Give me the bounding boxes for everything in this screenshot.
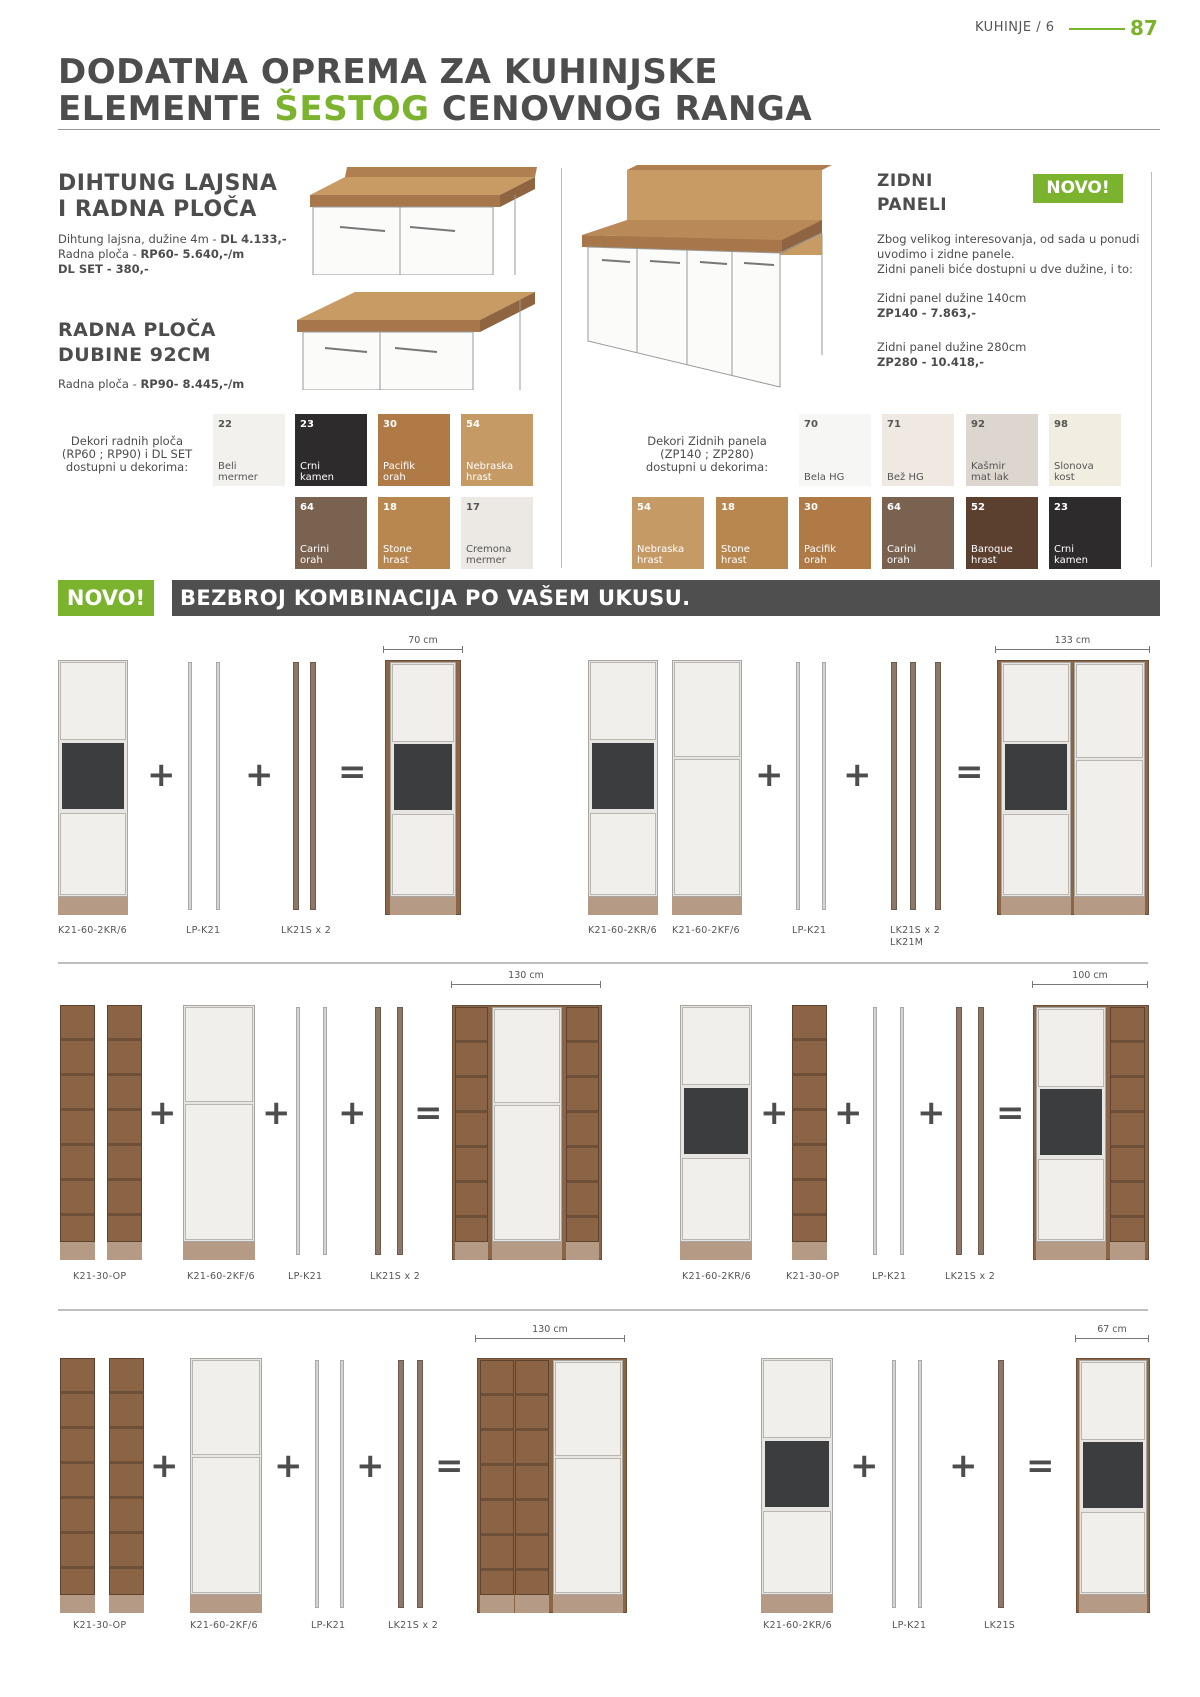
combinations-banner: BEZBROJ KOMBINACIJA PO VAŠEM UKUSU. [172, 580, 1160, 616]
plinth [672, 897, 742, 915]
swatch-name-line1: Carini [300, 544, 330, 555]
label-k21-60-2kr: K21-60-2KR/6 [588, 925, 657, 936]
lk-strip [891, 662, 897, 910]
page-title [58, 54, 812, 128]
swatch-name-line1: Carini [887, 544, 917, 555]
dimension-line [475, 1338, 625, 1339]
swatch-left-64 [295, 497, 367, 569]
swatch-name-line2: hrast [466, 472, 492, 483]
lp-strip [873, 1007, 877, 1255]
swatch-name-line1: Pacifik [804, 544, 837, 555]
decor-left-caption-2: (RP60 ; RP90) i DL SET [61, 447, 193, 461]
swatch-name [383, 461, 415, 483]
novo-badge-top: NOVO! [1033, 174, 1123, 203]
swatch-code: 71 [887, 419, 901, 430]
dimension-label: 130 cm [508, 970, 544, 981]
novo-badge-combos: NOVO! [58, 580, 154, 616]
dihtung-set-price: DL SET - 380,- [58, 262, 149, 276]
swatch-left-17 [461, 497, 533, 569]
upper-door [1003, 664, 1069, 742]
dimension-label: 100 cm [1072, 970, 1108, 981]
decor-right-caption-2: (ZP140 ; ZP280) [660, 447, 754, 461]
cabinet-k21-30-op [60, 1005, 95, 1242]
dimension-label: 133 cm [1054, 635, 1091, 646]
plus-sign: + [917, 1093, 946, 1133]
swatch-code: 30 [383, 419, 397, 430]
zidni-280-price: ZP280 - 10.418,- [877, 355, 985, 369]
zidni-intro-1: Zbog velikog interesovanja, od sada u ponudi [877, 232, 1140, 246]
plus-sign: + [245, 755, 274, 795]
dimension-label: 130 cm [532, 1324, 568, 1335]
result-shelves-right [566, 1007, 599, 1242]
swatch-name [971, 461, 1009, 483]
swatch-name-line1: Cremona [466, 544, 512, 555]
result-shelves-2 [515, 1360, 549, 1595]
lk-strip [935, 662, 941, 910]
row-divider-1 [58, 962, 1148, 964]
label-k21-30-op: K21-30-OP [786, 1271, 840, 1282]
swatch-code: 52 [971, 502, 985, 513]
zidni-heading [877, 169, 947, 217]
upper-door [763, 1360, 831, 1438]
plinth [1079, 1595, 1147, 1613]
plinth [190, 1595, 262, 1613]
wall-panel-illustration [582, 165, 842, 390]
swatch-name-line2: orah [887, 555, 910, 566]
zidni-heading-line2: PANELI [877, 195, 948, 215]
lk-strip [417, 1360, 423, 1608]
label-k21-30-op: K21-30-OP [73, 1620, 127, 1631]
swatch-name-line2: hrast [971, 555, 997, 566]
dihtung-rp60-price: RP60- 5.640,-/m [140, 247, 245, 261]
upper-door [60, 662, 126, 740]
plinth [390, 897, 456, 915]
dihtung-price-rp60 [58, 247, 298, 262]
swatch-right-54 [632, 497, 704, 569]
plinth [1001, 897, 1071, 915]
title-line-2-start: ELEMENTE [58, 89, 275, 129]
label-lk21s: LK21S x 2 [945, 1271, 996, 1282]
label-k21-60-2kr: K21-60-2KR/6 [682, 1271, 751, 1282]
dihtung-heading-line1: DIHTUNG LAJSNA [58, 171, 278, 196]
swatch-left-22 [213, 414, 285, 486]
lower-door [763, 1511, 831, 1593]
swatch-name-line1: Crni [300, 461, 321, 472]
lower-door [674, 759, 740, 895]
deep-worktop-illustration [295, 290, 540, 390]
lower-door [60, 813, 126, 895]
swatch-right-52 [966, 497, 1038, 569]
plinth [480, 1595, 514, 1613]
plinth [792, 1242, 827, 1260]
swatch-name-line2: kamen [1054, 555, 1088, 566]
lk-strip [398, 1360, 404, 1608]
swatch-name [637, 544, 684, 566]
label-lp-k21: LP-K21 [892, 1620, 927, 1631]
label-lk21s: LK21S x 2 [370, 1271, 421, 1282]
upper-door [185, 1007, 253, 1102]
swatch-right-64 [882, 497, 954, 569]
plinth [1110, 1242, 1145, 1260]
title-line-2-end: CENOVNOG RANGA [429, 89, 813, 129]
swatch-name-line2: orah [383, 472, 406, 483]
label-k21-60-2kr: K21-60-2KR/6 [763, 1620, 832, 1631]
swatch-left-18 [378, 497, 450, 569]
plus-sign: + [834, 1093, 863, 1133]
plinth [107, 1242, 142, 1260]
result-shelves [1110, 1007, 1145, 1242]
swatch-name-line2: Bela HG [804, 472, 845, 483]
lk-strip [998, 1360, 1004, 1608]
label-lp-k21: LP-K21 [288, 1271, 323, 1282]
label-k21-60-2kf: K21-60-2KF/6 [187, 1271, 255, 1282]
swatch-name-line1: Pacifik [383, 461, 416, 472]
swatch-name-line1: Kašmir [971, 461, 1006, 472]
swatch-code: 18 [721, 502, 735, 513]
lower-door [1038, 1159, 1104, 1240]
swatch-name [804, 472, 844, 483]
radna-price [58, 377, 244, 392]
lp-strip [900, 1007, 904, 1255]
plus-sign: + [147, 755, 176, 795]
plinth [566, 1242, 599, 1260]
glass-door [592, 743, 654, 809]
dimension-line [995, 649, 1150, 650]
lower-door [392, 814, 454, 895]
dimension-line [1075, 1338, 1149, 1339]
lk-strip [910, 662, 916, 910]
lk-strip [375, 1007, 381, 1255]
lp-strip [296, 1007, 300, 1255]
lp-strip [892, 1360, 896, 1608]
plus-sign: + [150, 1446, 179, 1486]
label-lp-k21: LP-K21 [792, 925, 827, 936]
label-lp-k21: LP-K21 [311, 1620, 346, 1631]
plus-sign: + [148, 1093, 177, 1133]
plinth [761, 1595, 833, 1613]
plus-sign: + [949, 1446, 978, 1486]
label-k21-60-2kr: K21-60-2KR/6 [58, 925, 127, 936]
plus-sign: + [274, 1446, 303, 1486]
dimension-line [451, 984, 601, 985]
swatch-name [804, 544, 836, 566]
equals-sign: = [338, 752, 367, 792]
lp-strip [323, 1007, 327, 1255]
plinth [588, 897, 658, 915]
dihtung-dl-price: DL 4.133,- [220, 232, 287, 246]
upper-door [682, 1007, 750, 1085]
plinth [492, 1242, 562, 1260]
zidni-140 [877, 291, 1026, 321]
upper-door [392, 664, 454, 742]
swatch-name [300, 544, 329, 566]
swatch-name-line2: kamen [300, 472, 334, 483]
swatch-left-23 [295, 414, 367, 486]
plus-sign: + [755, 755, 784, 795]
swatch-name [466, 461, 513, 483]
lk-strip [293, 662, 299, 910]
swatch-right-23 [1049, 497, 1121, 569]
swatch-name-line2: mermer [466, 555, 506, 566]
swatch-code: 54 [637, 502, 651, 513]
label-lk21m: LK21M [890, 937, 924, 948]
swatch-code: 98 [1054, 419, 1068, 430]
lp-strip [918, 1360, 922, 1608]
label-k21-60-2kf: K21-60-2KF/6 [190, 1620, 258, 1631]
upper-door [590, 662, 656, 740]
swatch-code: 17 [466, 502, 480, 513]
lp-strip [822, 662, 826, 910]
lower-door [590, 813, 656, 895]
cabinet-k21-30-op [792, 1005, 827, 1242]
swatch-right-18 [716, 497, 788, 569]
result-shelves-1 [480, 1360, 514, 1595]
plinth [1036, 1242, 1106, 1260]
dihtung-prices [58, 232, 298, 277]
swatch-left-54 [461, 414, 533, 486]
dimension-line [383, 649, 463, 650]
glass-door [1005, 744, 1067, 810]
swatch-code: 18 [383, 502, 397, 513]
plinth [1074, 897, 1145, 915]
equals-sign: = [435, 1446, 464, 1486]
swatch-code: 92 [971, 419, 985, 430]
lower-door [555, 1458, 621, 1593]
swatch-right-92 [966, 414, 1038, 486]
swatch-name [300, 461, 334, 483]
title-line-1: DODATNA OPREMA ZA KUHINJSKE [58, 52, 718, 92]
radna-heading [58, 318, 216, 368]
header-accent-line [1069, 28, 1125, 30]
upper-door [1081, 1362, 1145, 1440]
page-number: 87 [1130, 16, 1158, 40]
swatch-name-line2: hrast [383, 555, 409, 566]
zidni-heading-line1: ZIDNI [877, 171, 933, 191]
dihtung-dl-text: Dihtung lajsna, dužine 4m - [58, 232, 221, 246]
swatch-name [721, 544, 750, 566]
swatch-left-30 [378, 414, 450, 486]
glass-door [394, 744, 452, 810]
plinth [58, 897, 128, 915]
glass-door [765, 1441, 829, 1507]
swatch-code: 64 [300, 502, 314, 513]
zidni-intro-3: Zidni paneli biće dostupni u dve dužine, i to: [877, 262, 1133, 276]
radna-heading-line1: RADNA PLOČA [58, 319, 216, 341]
swatch-code: 54 [466, 419, 480, 430]
cabinet-k21-30-op-2 [109, 1358, 144, 1595]
zidni-intro-2: uvodimo i zidne panele. [877, 247, 1015, 261]
glass-door [62, 743, 124, 809]
plinth [109, 1595, 144, 1613]
swatch-right-70 [799, 414, 871, 486]
swatch-name-line1: Beli [218, 461, 237, 472]
swatch-right-30 [799, 497, 871, 569]
plus-sign: + [338, 1093, 367, 1133]
label-lp-k21: LP-K21 [872, 1271, 907, 1282]
lp-strip [216, 662, 220, 910]
title-highlight: ŠESTOG [274, 89, 430, 129]
plus-sign: + [843, 755, 872, 795]
swatch-name-line1: Crni [1054, 544, 1075, 555]
swatch-code: 70 [804, 419, 818, 430]
swatch-name [887, 544, 916, 566]
radna-price-text: Radna ploča - [58, 377, 141, 391]
zidni-140-price: ZP140 - 7.863,- [877, 306, 977, 320]
title-line-2 [58, 91, 812, 128]
plinth [455, 1242, 488, 1260]
glass-door [684, 1088, 748, 1154]
decor-right-caption-1: Dekori Zidnih panela [647, 434, 767, 448]
decor-right-caption-3: dostupni u dekorima: [645, 460, 769, 474]
cabinet-k21-30-op [60, 1358, 95, 1595]
equals-sign: = [996, 1093, 1025, 1133]
equals-sign: = [955, 752, 984, 792]
cabinet-k21-30-op-2 [107, 1005, 142, 1242]
upper-door [494, 1009, 560, 1103]
swatch-code: 22 [218, 419, 232, 430]
lk-strip [397, 1007, 403, 1255]
lp-strip [315, 1360, 319, 1608]
swatch-right-98 [1049, 414, 1121, 486]
lk-strip [956, 1007, 962, 1255]
lower-door [494, 1105, 560, 1240]
swatch-name-line2: hrast [721, 555, 747, 566]
swatch-name [466, 544, 511, 566]
glass-door [1083, 1442, 1143, 1508]
plus-sign: + [850, 1446, 879, 1486]
upper-door [1076, 664, 1143, 758]
plinth [183, 1242, 255, 1260]
zidni-intro [877, 232, 1147, 277]
zidni-140-text: Zidni panel dužine 140cm [877, 291, 1027, 305]
dihtung-heading [58, 171, 277, 223]
swatch-code: 23 [1054, 502, 1068, 513]
decor-right-caption [632, 435, 782, 474]
result-shelves-left [455, 1007, 488, 1242]
dihtung-price-dl [58, 232, 298, 247]
swatch-name-line1: Baroque [971, 544, 1013, 555]
lower-door [185, 1104, 253, 1240]
swatch-name-line2: mat lak [971, 472, 1009, 483]
row-divider-2 [58, 1309, 1148, 1311]
dimension-label: 70 cm [408, 635, 438, 646]
decor-left-caption-1: Dekori radnih ploča [70, 434, 184, 448]
lp-strip [340, 1360, 344, 1608]
dihtung-heading-line2: I RADNA PLOČA [58, 197, 257, 222]
zidni-280-text: Zidni panel dužine 280cm [877, 340, 1027, 354]
right-edge-divider [1151, 172, 1152, 567]
swatch-name-line2: kost [1054, 472, 1075, 483]
swatch-name [971, 544, 1013, 566]
section-label: KUHINJE / 6 [975, 20, 1055, 35]
plinth [60, 1242, 95, 1260]
equals-sign: = [414, 1093, 443, 1133]
plinth [60, 1595, 95, 1613]
lower-door [1003, 814, 1069, 895]
radna-heading-line2: DUBINE 92CM [58, 344, 212, 366]
plus-sign: + [262, 1093, 291, 1133]
label-lk21s: LK21S x 2 [890, 925, 941, 936]
swatch-right-71 [882, 414, 954, 486]
plinth [553, 1595, 623, 1613]
swatch-code: 23 [300, 419, 314, 430]
dihtung-rp60-text: Radna ploča - [58, 247, 141, 261]
worktop-with-seal-illustration [305, 165, 540, 275]
radna-price-value: RP90- 8.445,-/m [140, 377, 245, 391]
column-divider [561, 168, 562, 568]
swatch-code: 30 [804, 502, 818, 513]
equals-sign: = [1026, 1446, 1055, 1486]
swatch-name [218, 461, 258, 483]
lower-door [1076, 760, 1143, 895]
zidni-280 [877, 340, 1026, 370]
label-lp-k21: LP-K21 [186, 925, 221, 936]
decor-left-caption [58, 435, 196, 474]
upper-door [555, 1362, 621, 1456]
dimension-line [1032, 984, 1148, 985]
swatch-name-line1: Slonova [1054, 461, 1094, 472]
lp-strip [188, 662, 192, 910]
lower-door [1081, 1512, 1145, 1593]
upper-door [1038, 1009, 1104, 1087]
swatch-name [887, 472, 924, 483]
upper-door [192, 1360, 260, 1455]
dimension-label: 67 cm [1097, 1324, 1127, 1335]
swatch-name [383, 544, 412, 566]
swatch-name-line1: Stone [383, 544, 412, 555]
plinth [680, 1242, 752, 1260]
lk-strip [978, 1007, 984, 1255]
plinth [515, 1595, 549, 1613]
title-divider [58, 129, 1160, 130]
plus-sign: + [356, 1446, 385, 1486]
label-k21-30-op: K21-30-OP [73, 1271, 127, 1282]
plus-sign: + [760, 1093, 789, 1133]
swatch-name [1054, 544, 1088, 566]
swatch-name [1054, 461, 1094, 483]
decor-left-caption-3: dostupni u dekorima: [65, 460, 189, 474]
lp-strip [796, 662, 800, 910]
dihtung-price-set [58, 262, 298, 277]
swatch-name-line1: Nebraska [466, 461, 514, 472]
swatch-name-line2: hrast [637, 555, 663, 566]
swatch-code: 64 [887, 502, 901, 513]
lower-door [192, 1457, 260, 1593]
label-lk21s: LK21S x 2 [281, 925, 332, 936]
lk-strip [310, 662, 316, 910]
label-lk21s: LK21S [984, 1620, 1016, 1631]
swatch-name-line1: Nebraska [637, 544, 685, 555]
lower-door [682, 1158, 750, 1240]
label-k21-60-2kf: K21-60-2KF/6 [672, 925, 740, 936]
upper-door [674, 662, 740, 757]
swatch-name-line2: orah [300, 555, 323, 566]
swatch-name-line1: Stone [721, 544, 750, 555]
glass-door [1040, 1089, 1102, 1155]
swatch-name-line2: orah [804, 555, 827, 566]
swatch-name-line2: mermer [218, 472, 258, 483]
swatch-name-line2: Bež HG [887, 472, 924, 483]
label-lk21s: LK21S x 2 [388, 1620, 439, 1631]
